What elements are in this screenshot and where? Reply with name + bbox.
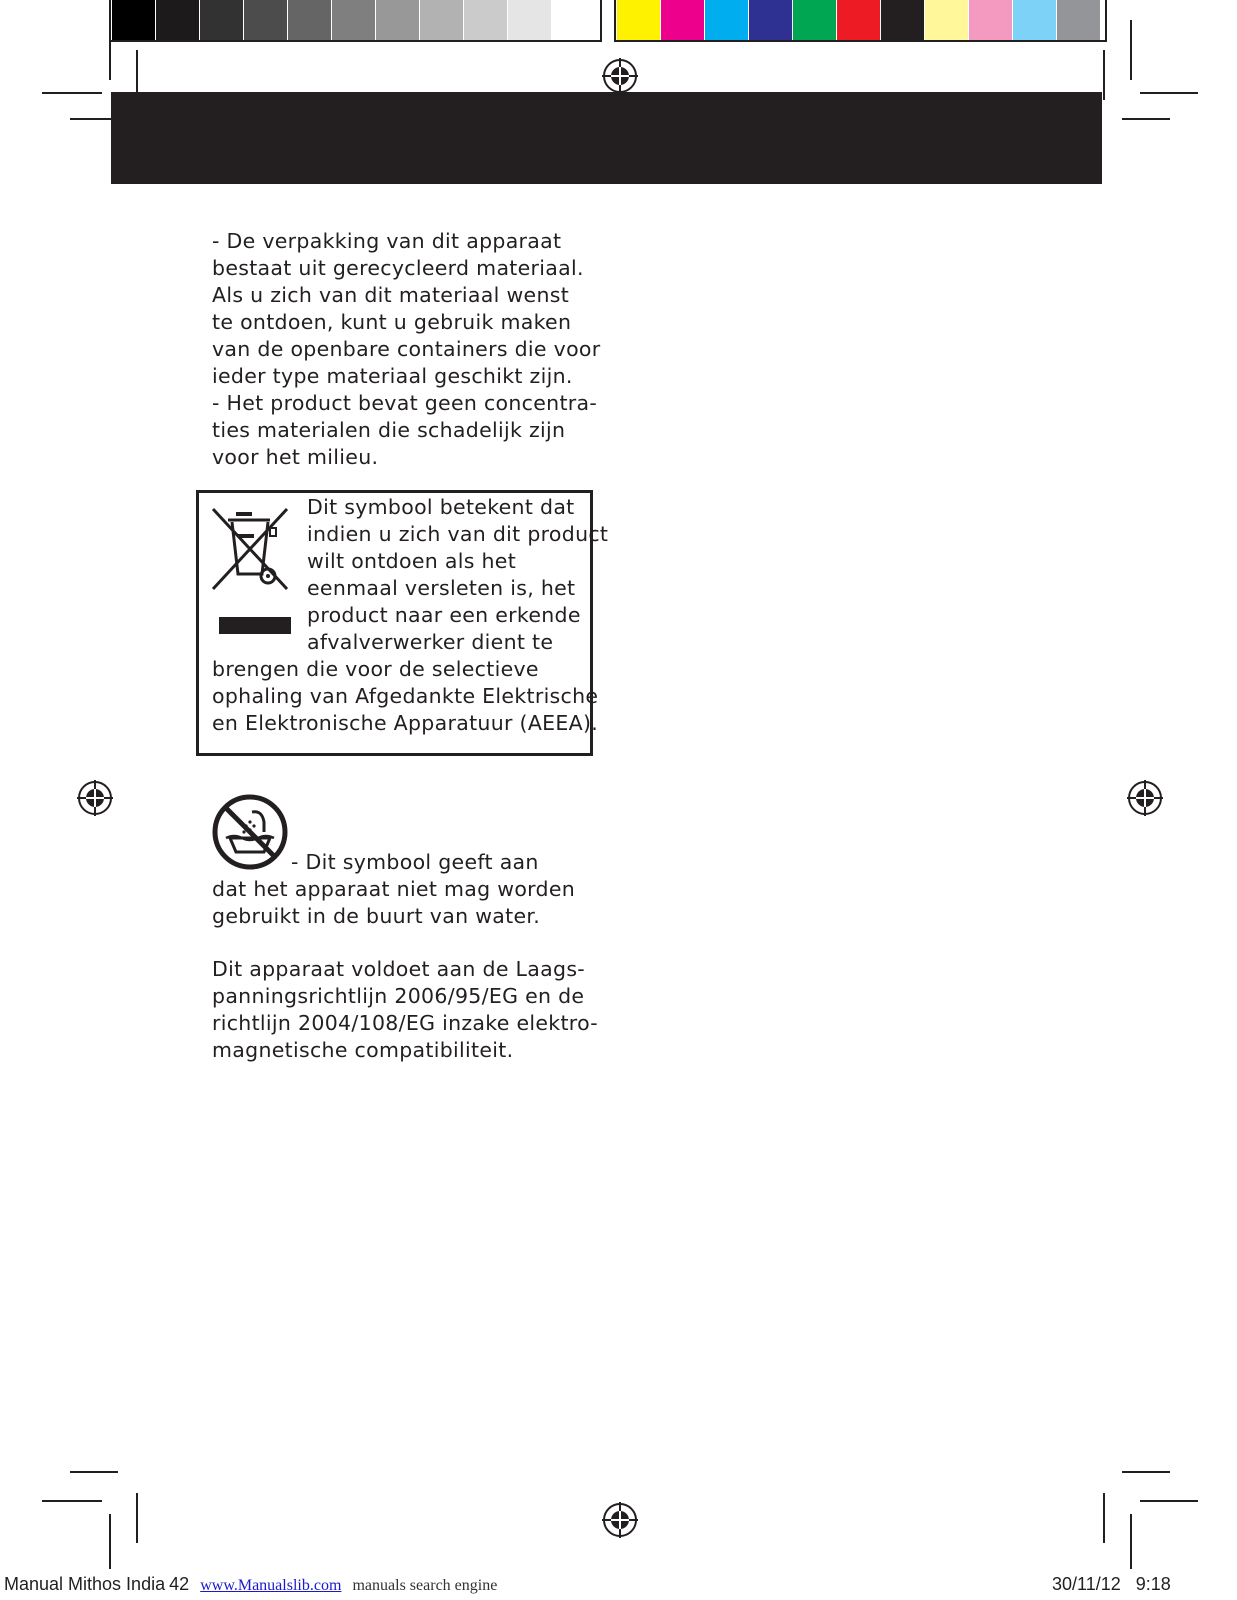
crop-mark (1103, 50, 1105, 100)
crop-mark (1122, 118, 1170, 120)
crop-mark (42, 1500, 102, 1502)
water-symbol-line1: - Dit symbool geeft aan (291, 850, 539, 874)
registration-mark-icon (601, 57, 639, 95)
crop-mark (109, 1514, 111, 1569)
footer-date-time: 30/11/12 9:18 (1052, 1574, 1171, 1594)
crossed-out-wheelie-bin-icon (210, 506, 290, 592)
crop-mark (1140, 92, 1198, 94)
grayscale-bar-frame (109, 0, 602, 42)
conformity-paragraph: Dit apparaat voldoet aan de Laags- panningsrichtlijn 2006/95/EG en de richtlijn 2004/108/EG inzake elektro- magnetische compatibiliteit. (212, 957, 598, 1062)
manualslib-link[interactable]: www.Manualslib.com (200, 1577, 342, 1594)
weee-marking-bar (219, 617, 291, 634)
crop-mark (1130, 20, 1132, 80)
water-symbol-rest: dat het apparaat niet mag worden gebruikt in de buurt van water. (212, 877, 576, 928)
packaging-paragraph: - De verpakking van dit apparaat bestaat uit gerecycleerd materiaal. Als u zich van dit materiaal wenst te ontdoen, kunt u gebruik maken van de openbare containers die voor ieder type materiaal geschikt zijn. - Het product bevat geen concentra- ties materialen die schadelijk zijn voor het milieu. (212, 229, 601, 469)
registration-mark-icon (601, 1501, 639, 1539)
crop-mark (1103, 1493, 1105, 1543)
crop-mark (1140, 1500, 1198, 1502)
crop-mark (70, 1471, 118, 1473)
weee-text-right: Dit symbool betekent dat indien u zich van dit product wilt ontdoen als het eenmaal versleten is, het product naar een erkende afvalverwerker dient te (307, 495, 609, 654)
crop-mark (136, 1493, 138, 1543)
no-bath-water-icon (210, 792, 290, 872)
header-bar (111, 92, 1102, 184)
registration-mark-icon (76, 779, 114, 817)
crop-mark (1130, 1514, 1132, 1569)
footer-source (4, 1574, 497, 1600)
footer-brand: Manual Mithos India (4, 1574, 166, 1594)
crop-mark (42, 92, 102, 94)
footer-page-number: 42 (169, 1574, 190, 1594)
footer-tagline: manuals search engine (352, 1577, 498, 1594)
color-bar-frame (614, 0, 1107, 42)
registration-mark-icon (1126, 779, 1164, 817)
crop-mark (109, 20, 111, 80)
crop-mark (1122, 1471, 1170, 1473)
weee-text-full: brengen die voor de selectieve ophaling van Afgedankte Elektrische en Elektronische Apparatuur (AEEA). (212, 657, 599, 735)
